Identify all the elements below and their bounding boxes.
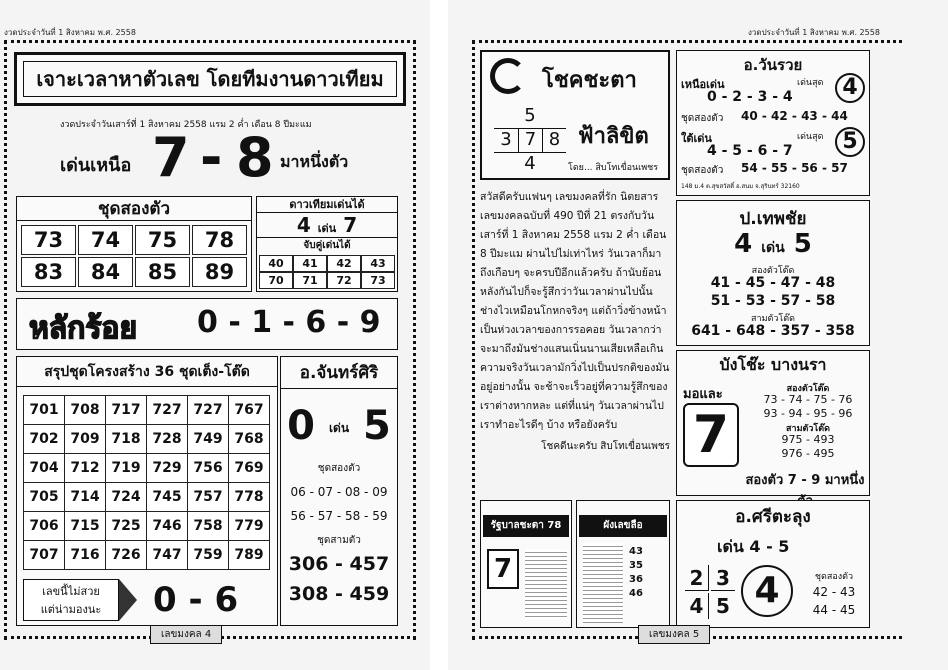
bang-big: 7 [683, 403, 739, 467]
sri-box [676, 500, 870, 628]
wan-set1-label: ชุดสองตัว [681, 113, 724, 124]
tep-two-label: สองตัวโต๊ด [751, 266, 795, 276]
bang-label: มอและ [683, 387, 723, 402]
hundreds-label: หลักร้อย [29, 311, 138, 346]
summary-cell: 719 [106, 454, 147, 483]
tep-three-label: สามตัวโต๊ด [751, 314, 795, 324]
wan-south-big: 5 [835, 127, 865, 157]
article-sign: โชคดีนะครับ สิบโทเขื่อนเพชร [541, 441, 670, 452]
table-row [24, 483, 270, 512]
summary-cell: 706 [24, 512, 65, 541]
chan-two-1: 06 - 07 - 08 - 09 [290, 485, 388, 499]
summary-cell: 757 [188, 483, 229, 512]
lead-prefix: เด่นเหนือ [60, 155, 132, 176]
summary-cell: 704 [24, 454, 65, 483]
tep-box [676, 200, 870, 346]
pair-cell: 85 [135, 257, 190, 287]
pair-sub-cell: 41 [293, 255, 327, 272]
pair-cell: 84 [78, 257, 133, 287]
magic-cell: 8 [542, 128, 566, 152]
summary-cell: 789 [229, 541, 270, 570]
left-border [4, 40, 7, 640]
draw-date: งวดประจำวันเสาร์ที่ 1 สิงหาคม 2558 แรม 2 ค่ำ เดือน 8 ปีมะแม [60, 120, 312, 130]
tep-a: 4 [734, 229, 753, 259]
pair-cell: 83 [21, 257, 76, 287]
pair-sub-cell: 40 [259, 255, 293, 272]
chan-three-1: 306 - 457 [288, 553, 390, 575]
wan-south-sub: เด่นสุด [797, 132, 824, 142]
sri-big: 4 [741, 565, 793, 617]
bang-footer: สองตัว 7 - 9 มาหนึ่ง [745, 473, 865, 488]
fate-box [480, 50, 670, 180]
right-page [448, 0, 948, 670]
sri-title: อ.ศรีตะลุง [735, 507, 811, 527]
arrow-icon [119, 579, 137, 621]
top-border [4, 40, 416, 43]
logo-icon [490, 58, 526, 94]
wan-set1: 40 - 42 - 43 - 44 [741, 109, 848, 123]
pair-cell: 78 [192, 225, 247, 255]
wan-south-label: ใต้เด่น [681, 132, 712, 145]
mag2-number: 43 [629, 546, 643, 557]
chan-title: อ.จันทร์ศิริ [281, 357, 397, 389]
sri-cell: 4 [685, 593, 709, 619]
pair-sub-cell: 73 [361, 272, 395, 289]
sri-two-label: ชุดสองตัว [814, 572, 854, 582]
chan-three-title: ชุดสามตัว [317, 535, 361, 546]
page-header-right: งวดประจำวันที่ 1 สิงหาคม พ.ศ. 2558 [748, 28, 880, 37]
summary-cell: 718 [106, 425, 147, 454]
fate-title: ฟ้าลิขิต [578, 124, 649, 149]
satellite-lead [257, 213, 397, 237]
pair-sub-title: จับคู่เด่นได้ [257, 237, 397, 253]
mag2-number: 46 [629, 588, 643, 599]
page-title: เจาะเวลาหาตัวเลข โดยทีมงานดาวเทียม [23, 61, 397, 97]
note-line-2: แต่น่ามองนะ [40, 603, 102, 616]
summary-cell: 747 [147, 541, 188, 570]
table-row [24, 454, 270, 483]
satellite-title: ดาวเทียมเด่นได้ [257, 197, 397, 213]
table-row [24, 425, 270, 454]
satellite-box [256, 196, 398, 292]
magic-divider [494, 152, 566, 153]
bang-two-2: 93 - 94 - 95 - 96 [763, 407, 853, 420]
chan-b: 5 [362, 403, 391, 449]
satellite-b: 7 [343, 213, 358, 237]
summary-cell: 726 [106, 541, 147, 570]
pair-sub-cell: 72 [327, 272, 361, 289]
summary-cell: 779 [229, 512, 270, 541]
pairs-box [16, 196, 252, 292]
bang-two-1: 73 - 74 - 75 - 76 [763, 393, 853, 406]
mag2-number: 36 [629, 574, 643, 585]
summary-cell: 759 [188, 541, 229, 570]
pair-sub-cell: 42 [327, 255, 361, 272]
sri-two-1: 42 - 43 [812, 585, 856, 599]
tep-b: 5 [793, 229, 812, 259]
bang-three-2: 976 - 495 [781, 447, 835, 460]
bang-three-label: สามตัวโต๊ด [786, 424, 830, 434]
summary-cell: 767 [229, 396, 270, 425]
wan-south-nums: 4 - 5 - 6 - 7 [707, 143, 793, 159]
right-border [413, 40, 416, 640]
wan-north-sub: เด่นสุด [797, 78, 824, 88]
magic-cell: 4 [524, 153, 536, 174]
magazine-cover-1 [480, 500, 572, 628]
summary-cell: 709 [65, 425, 106, 454]
note-line-1: เลขนี้ไม่สวย [42, 585, 100, 598]
page-footer: เลขมงคล 4 [150, 625, 222, 644]
wan-north-big: 4 [835, 73, 865, 103]
summary-cell: 724 [106, 483, 147, 512]
summary-cell: 701 [24, 396, 65, 425]
left-page [0, 0, 430, 670]
summary-cell: 758 [188, 512, 229, 541]
mag1-title: รัฐบาลชะตา 78 [483, 515, 569, 537]
page-footer-right: เลขมงคล 5 [638, 625, 710, 644]
summary-cell: 717 [106, 396, 147, 425]
lead-suffix: มาหนึ่งตัว [280, 152, 349, 171]
wan-set2: 54 - 55 - 56 - 57 [741, 161, 848, 175]
summary-cell: 715 [65, 512, 106, 541]
pair-sub-cell: 70 [259, 272, 293, 289]
summary-cell: 702 [24, 425, 65, 454]
table-row [24, 396, 270, 425]
note-box [23, 579, 119, 621]
hundreds-value: 0 - 1 - 6 - 9 [197, 305, 381, 340]
mag1-num: 7 [487, 549, 519, 589]
table-row [24, 541, 270, 570]
chan-mid: เด่น [328, 421, 350, 435]
magic-cell: 3 [500, 129, 512, 150]
bang-three-1: 975 - 493 [781, 433, 835, 446]
tep-two-1: 41 - 45 - 47 - 48 [710, 275, 836, 291]
summary-cell: 727 [147, 396, 188, 425]
page-header: งวดประจำวันที่ 1 สิงหาคม พ.ศ. 2558 [4, 28, 136, 37]
lead-dash: - [200, 126, 223, 189]
hundreds-box [16, 298, 398, 350]
pair-cell: 89 [192, 257, 247, 287]
pair-cell: 75 [135, 225, 190, 255]
summary-cell: 725 [106, 512, 147, 541]
summary-cell: 768 [229, 425, 270, 454]
note-value: 0 - 6 [153, 580, 239, 620]
chan-a: 0 [287, 403, 315, 449]
logo-text: โชคชะตา [542, 68, 637, 93]
pair-cell: 73 [21, 225, 76, 255]
summary-cell: 745 [147, 483, 188, 512]
wan-set2-label: ชุดสองตัว [681, 165, 724, 176]
tep-mid: เด่น [761, 240, 785, 256]
bang-title: บังโช๊ะ บางนรา [719, 355, 827, 374]
summary-box [16, 356, 278, 626]
summary-cell: 769 [229, 454, 270, 483]
mag2-number: 35 [629, 560, 643, 571]
article-body: สวัสดีครับแฟนๆ เลขมงคลที่รัก นิตยสารเลขมงคลฉบับที่ 490 ปีที่ 21 ตรงกับวันเสาร์ที่ 1 สิงหาคม 2558 แรม 2 ค่ำ เดือน 8 ปีมะแม ผ่านไปไม่เท่าไหร่ วันเวลาก็มาถึงเกือบๆ จะครบปีอีกแล้วครับ ถ้านับย้อนหลังกันไปก็จะรู้สึกว่าวันเวลาผ่านไปนั้นช่างไวเหมือนโกหกจริงๆ แต่ถ้าวิ่งข้างหน้าเป็นห่วงเวลาของการรอคอย วันเวลากว่าจะมาถึงมันช่างแสนเนิ่นนานเสียเหลือเกิน ความจริงวันเวลามักวิ่งไปเป็นปรกติของมันอยู่อย่างนั้น จะช้าจะเร็วอยู่ที่ความรู้สึกของเราต่างหากหละ แต่ที่แน่ๆ วันเวลาผ่านไป เราทำอะไรดีๆ บ้าง หรือยังครับ [480, 191, 670, 431]
chan-box [280, 356, 398, 626]
sri-cell: 5 [716, 594, 730, 618]
magic-divider [494, 128, 566, 129]
summary-cell: 708 [65, 396, 106, 425]
lead-b: 8 [236, 126, 274, 189]
wan-box [676, 50, 870, 196]
sri-two-2: 44 - 45 [812, 603, 856, 617]
mag2-number-list [629, 545, 643, 601]
summary-cell: 746 [147, 512, 188, 541]
summary-table [23, 395, 270, 570]
fate-by: โดย... สิบโทเขื่อนเพชร [568, 163, 659, 173]
wan-address: 148 ม.4 ต.สุขสวัสดิ์ อ.สนม จ.สุรินทร์ 32160 [681, 183, 800, 190]
tep-three: 641 - 648 - 357 - 358 [691, 323, 855, 339]
sri-lead: เด่น 4 - 5 [717, 537, 790, 556]
bang-two-label: สองตัวโต๊ด [786, 384, 830, 394]
article [480, 188, 670, 488]
tep-two-2: 51 - 53 - 57 - 58 [710, 293, 836, 309]
bang-box [676, 350, 870, 496]
chan-two-title: ชุดสองตัว [317, 463, 361, 474]
title-banner [14, 52, 406, 106]
summary-cell: 714 [65, 483, 106, 512]
chan-three-2: 308 - 459 [288, 583, 390, 605]
summary-cell: 716 [65, 541, 106, 570]
table-row [24, 512, 270, 541]
page-gutter [430, 0, 448, 670]
pair-cell: 74 [78, 225, 133, 255]
magic-cell: 5 [524, 105, 536, 126]
summary-cell: 729 [147, 454, 188, 483]
summary-cell: 728 [147, 425, 188, 454]
mag2-text-lines [583, 543, 623, 623]
tep-lead [677, 229, 869, 259]
summary-cell: 727 [188, 396, 229, 425]
pair-sub-cell: 43 [361, 255, 395, 272]
wan-north-label: เหนือเด่น [681, 78, 725, 91]
pairs-title: ชุดสองตัว [17, 197, 251, 221]
lead-a: 7 [152, 126, 190, 189]
summary-cell: 778 [229, 483, 270, 512]
satellite-mid: เด่น [317, 222, 337, 235]
summary-cell: 705 [24, 483, 65, 512]
magazine-cover-2 [576, 500, 670, 628]
tep-title: ป.เทพชัย [739, 209, 807, 229]
pair-sub-cell: 71 [293, 272, 327, 289]
mag1-text-lines [525, 549, 567, 619]
chan-lead [281, 399, 397, 455]
satellite-a: 4 [296, 213, 311, 237]
left-border-right [472, 40, 475, 640]
summary-cell: 749 [188, 425, 229, 454]
sri-cell: 2 [685, 565, 709, 591]
sri-cell: 3 [711, 565, 735, 591]
wan-title: อ.วันรวย [743, 56, 803, 74]
mag2-title: ผังเลขลือ [579, 515, 667, 537]
chan-two-2: 56 - 57 - 58 - 59 [290, 509, 388, 523]
top-border-right [472, 40, 902, 43]
wan-north-nums: 0 - 2 - 3 - 4 [707, 89, 793, 105]
magic-cell: 7 [518, 128, 542, 152]
summary-cell: 707 [24, 541, 65, 570]
summary-cell: 712 [65, 454, 106, 483]
summary-cell: 756 [188, 454, 229, 483]
summary-title: สรุปชุดโครงสร้าง 36 ชุดเต็ง-โต๊ด [17, 357, 277, 387]
